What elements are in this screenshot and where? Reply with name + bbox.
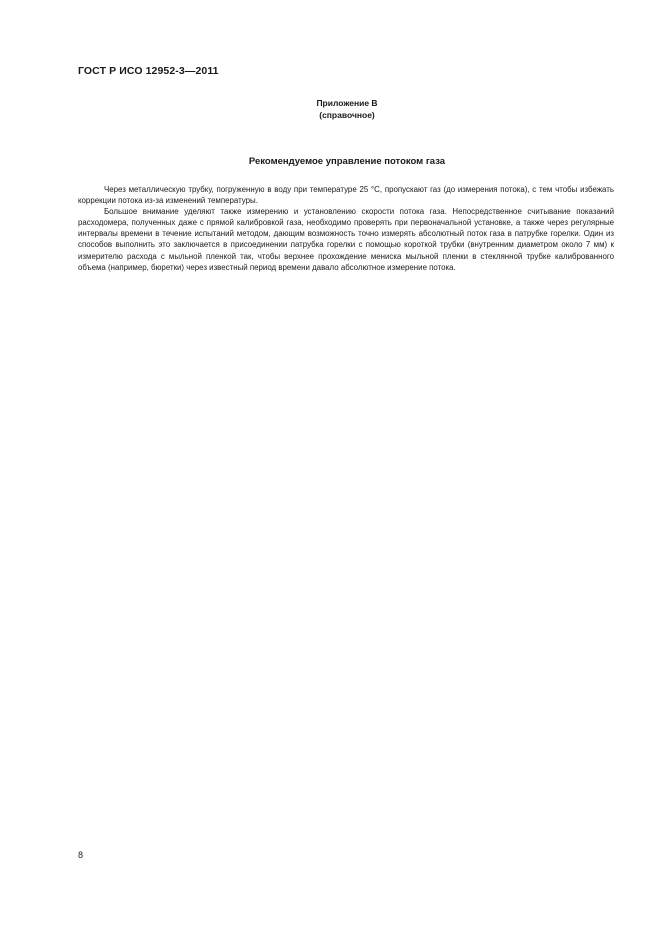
paragraph-1: Через металлическую трубку, погруженную в воду при температуре 25 °С, пропускают газ (до измерения потока), с тем чтобы избежать коррекции потока из-за изменений температуры. (78, 185, 614, 206)
body-text (78, 184, 614, 273)
annex-type: (справочное) (319, 110, 375, 120)
page-number: 8 (78, 850, 84, 860)
document-header: ГОСТ Р ИСО 12952-3—2011 (78, 65, 219, 77)
paragraph-2: Большое внимание уделяют также измерению и установлению скорости потока газа. Непосредственное считывание показаний расходомера, полученных даже с прямой калибровкой газа, необходимо проверять при первоначальной установке, а также через регулярные интервалы времени в течение испытаний методом, дающим возможность точно измерять абсолютный поток газа в патрубке горелки. Один из способов выполнить это заключается в присоединении патрубка горелки с помощью короткой трубки (внутренним диаметром около 7 мм) к измерителю расхода с мыльной пленкой так, чтобы верхнее прохождение мениска мыльной пленки в стеклянной трубке калиброванного объема (например, бюретки) через известный период времени давало абсолютное измерение потока. (78, 207, 614, 272)
annex-label: Приложение В (316, 98, 378, 108)
section-heading: Рекомендуемое управление потоком газа (248, 156, 446, 167)
